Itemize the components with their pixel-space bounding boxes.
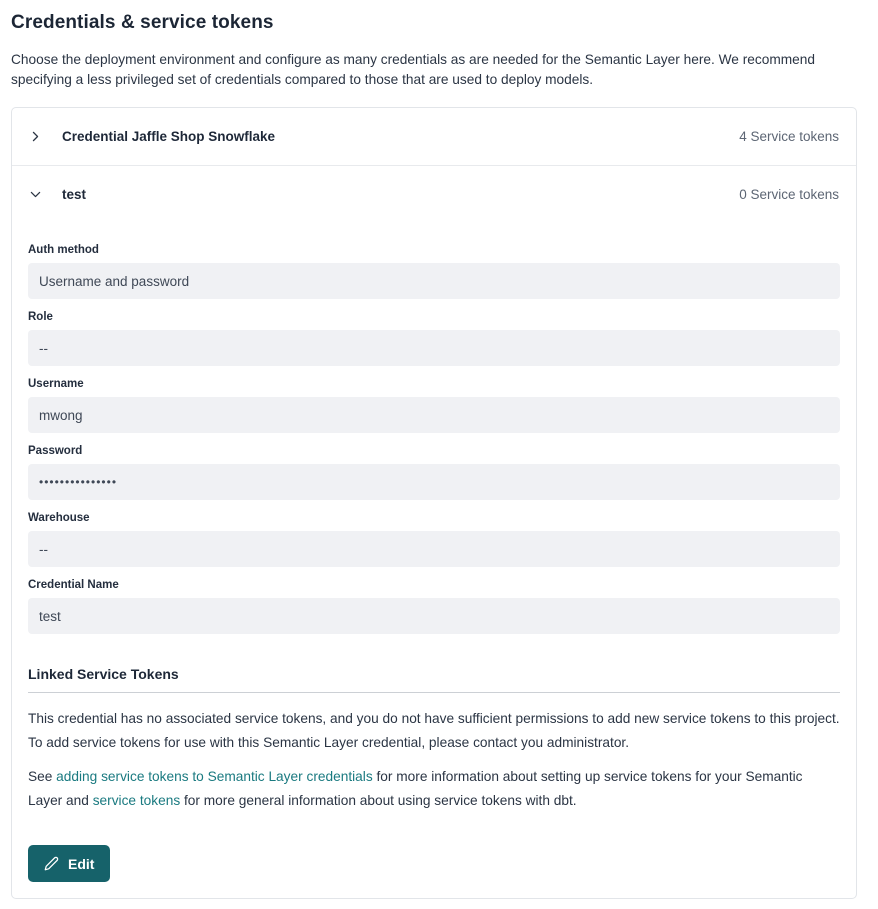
auth-method-field: Username and password <box>28 263 840 299</box>
credential-row-jaffle-shop[interactable] <box>12 108 856 165</box>
section-divider <box>28 692 840 693</box>
docs-text: for more information about setting up service tokens for your Semantic Layer and <box>28 769 803 808</box>
service-token-count: 4 Service tokens <box>739 129 839 144</box>
pencil-icon <box>44 856 59 871</box>
field-label: Username <box>28 378 84 390</box>
no-tokens-message: This credential has no associated service tokens, and you do not have sufficient permissions to add new service tokens to this project. To add service tokens for use with this Semantic Layer credential, please contact you administrator. <box>28 711 840 750</box>
edit-button[interactable] <box>28 845 110 882</box>
field-auth-method <box>28 244 840 299</box>
field-label: Credential Name <box>28 579 119 591</box>
chevron-down-icon <box>29 189 41 201</box>
page-intro: Choose the deployment environment and configure as many credentials as are needed for the Semantic Layer here. We recommend specifying a less privileged set of credentials compared to those that are used to deploy models. <box>11 52 815 87</box>
docs-text: See <box>28 769 57 784</box>
page-title: Credentials & service tokens <box>11 12 274 33</box>
password-field: ••••••••••••••• <box>28 464 840 500</box>
field-warehouse <box>28 512 840 567</box>
field-username <box>28 378 840 433</box>
credential-detail-panel <box>12 223 856 898</box>
field-label: Role <box>28 311 53 323</box>
field-password <box>28 445 840 500</box>
warehouse-field: -- <box>28 531 840 567</box>
chevron-right-icon <box>29 131 41 143</box>
linked-service-tokens-heading: Linked Service Tokens <box>28 666 179 682</box>
credential-row-test[interactable] <box>12 166 856 223</box>
service-tokens-link[interactable]: service tokens <box>92 793 181 808</box>
credential-name-field: test <box>28 598 840 634</box>
service-token-count: 0 Service tokens <box>739 187 839 202</box>
field-label: Warehouse <box>28 512 90 524</box>
role-field: -- <box>28 330 840 366</box>
linked-service-tokens-section <box>28 666 840 813</box>
credentials-card <box>11 107 857 899</box>
credential-name: test <box>62 187 87 202</box>
docs-text: for more general information about using service tokens with dbt. <box>180 793 577 808</box>
username-field: mwong <box>28 397 840 433</box>
edit-button-label: Edit <box>68 855 95 872</box>
field-credential-name <box>28 579 840 634</box>
field-label: Auth method <box>28 244 99 256</box>
field-role <box>28 311 840 366</box>
docs-paragraph <box>28 765 840 813</box>
semantic-layer-credentials-link[interactable]: adding service tokens to Semantic Layer credentials <box>56 769 373 784</box>
field-label: Password <box>28 445 83 457</box>
credential-name: Credential Jaffle Shop Snowflake <box>62 129 276 144</box>
